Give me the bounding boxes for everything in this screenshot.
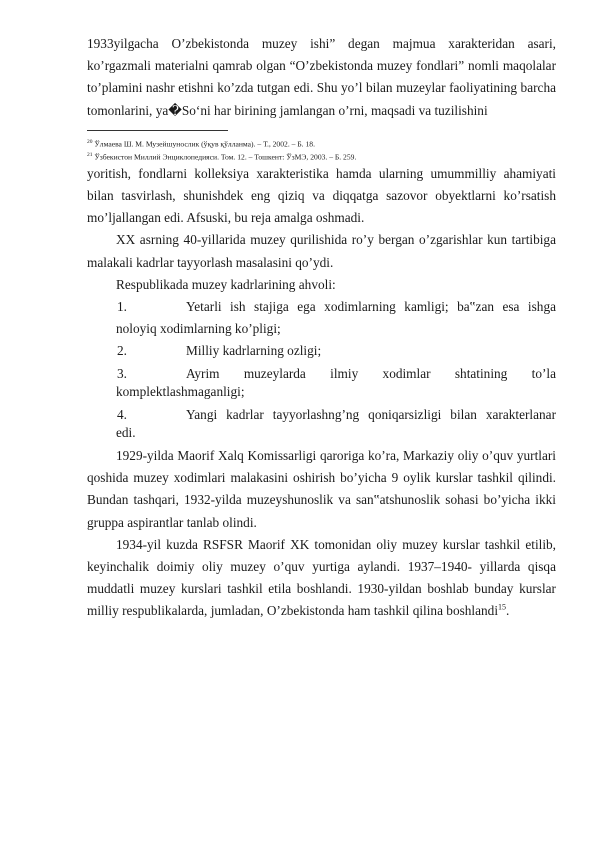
paragraph-continuation: yoritish, fondlarni kolleksiya xarakteristika hamda ularning umummilliy ahamiyati bilan tasvirlash, shunishdek eng qiziq va diqqatga sazovor obyektlarni ko’rsatish mo’ljallangan edi. Afsuski, bu reja amalga oshmadi. (87, 165, 556, 226)
list-number: 3. (117, 365, 127, 381)
list-number: 2. (117, 343, 127, 359)
list-item (87, 340, 556, 362)
paragraph-1934-text: 1934-yil kuzda RSFSR Maorif XK tomonidan oliy muzey kurslar tashkil etilib, keyinchalik doimiy oliy muzey o’quv yurtiga aylandi. 1937–1940- yillarda qisqa muddatli muzey kurslari tashkil etila boshlandi. 1930-yildan boshlab bunday kurslar milliy respublikalarda, jumladan, O’zbekistonda ham tashkil qilina boshlandi (87, 536, 556, 619)
list-item (87, 363, 556, 398)
footnote (87, 150, 556, 163)
footnote-text: Ўлмаева Ш. М. Музейшунослик (ўқув қўлланма). – Т., 2002. – Б. 18. (94, 139, 315, 149)
footnote-number: 21 (87, 151, 93, 158)
list-text-continuation: komplektlashmaganligi; (116, 383, 245, 399)
document-page (87, 33, 556, 623)
paragraph-1929: 1929-yilda Maorif Xalq Komissarligi qaroriga ko’ra, Markaziy oliy o’quv yurtlari qoshida muzey xodimlari malakasini oshirish bo’yicha 9 oylik kurslar tashkil qilindi. Bundan tashqari, 1932-yilda muzeyshunoslik va san‟atshunoslik sohasi bo’yicha ikki gruppa aspirantlar tanlab olindi. (87, 447, 556, 530)
list-number: 1. (117, 298, 127, 314)
list-intro: Respublikada muzey kadrlarining ahvoli: (116, 276, 336, 292)
paragraph-1934: 1934-yil kuzda RSFSR Maorif XK tomonidan oliy muzey kurslar tashkil etilib, keyinchalik doimiy oliy muzey o’quv yurtiga aylandi. 1937–1940- yillarda qisqa muddatli muzey kurslari tashkil etila boshlandi. 1930-yildan boshlab bunday kurslar milliy respublikalarda, jumladan, O’zbekistonda ham tashkil qilina boshlandi$^{15}$. (87, 536, 556, 619)
footnote-text: Ўзбекистон Миллий Энциклопедияси. Том. 12. – Тошкент: ЎзМЭ, 2003. – Б. 259. (94, 152, 357, 162)
list-text-continuation: edi. (116, 424, 136, 440)
list-text: Milliy kadrlarning ozligi; (186, 343, 322, 359)
list-number: 4. (117, 406, 127, 422)
footnote (87, 137, 556, 150)
list-item (87, 296, 556, 340)
paragraph-top: 1933yilgacha O’zbekistonda muzey ishi” degan majmua xarakteridan asari, ko’rgazmali materialni qamrab olgan “O’zbekistonda muzey fondlari” nomli maqolalar to’plamini nashr etishni ko’zda tutgan edi. Shu yo’l bilan muzeylar faoliyatining barcha tomonlarini, ya�So‘ni har birining jamlangan o’rni, maqsadi va tuzilishini (87, 36, 556, 118)
list-text: Yetarli ish stajiga ega xodimlarning kamligi; ba‟zan esa ishga (186, 298, 556, 314)
footnote-divider (87, 130, 228, 131)
list-text-continuation: noloyiq xodimlarning ko’pligi; (116, 321, 281, 337)
footnote-reference: 15 (498, 602, 507, 612)
list-item (87, 404, 556, 439)
list-text: Yangi kadrlar tayyorlashng’ng qoniqarsizligi bilan xarakterlanar (186, 406, 556, 422)
paragraph-xx-century: XX asrning 40-yillarida muzey qurilishida ro’y bergan o’zgarishlar kun tartibiga malakali kadrlar tayyorlash masalasini qo’ydi. (87, 232, 556, 270)
list-text: Ayrim muzeylarda ilmiy xodimlar shtatining to’la (186, 365, 556, 381)
footnote-number: 20 (87, 138, 93, 145)
